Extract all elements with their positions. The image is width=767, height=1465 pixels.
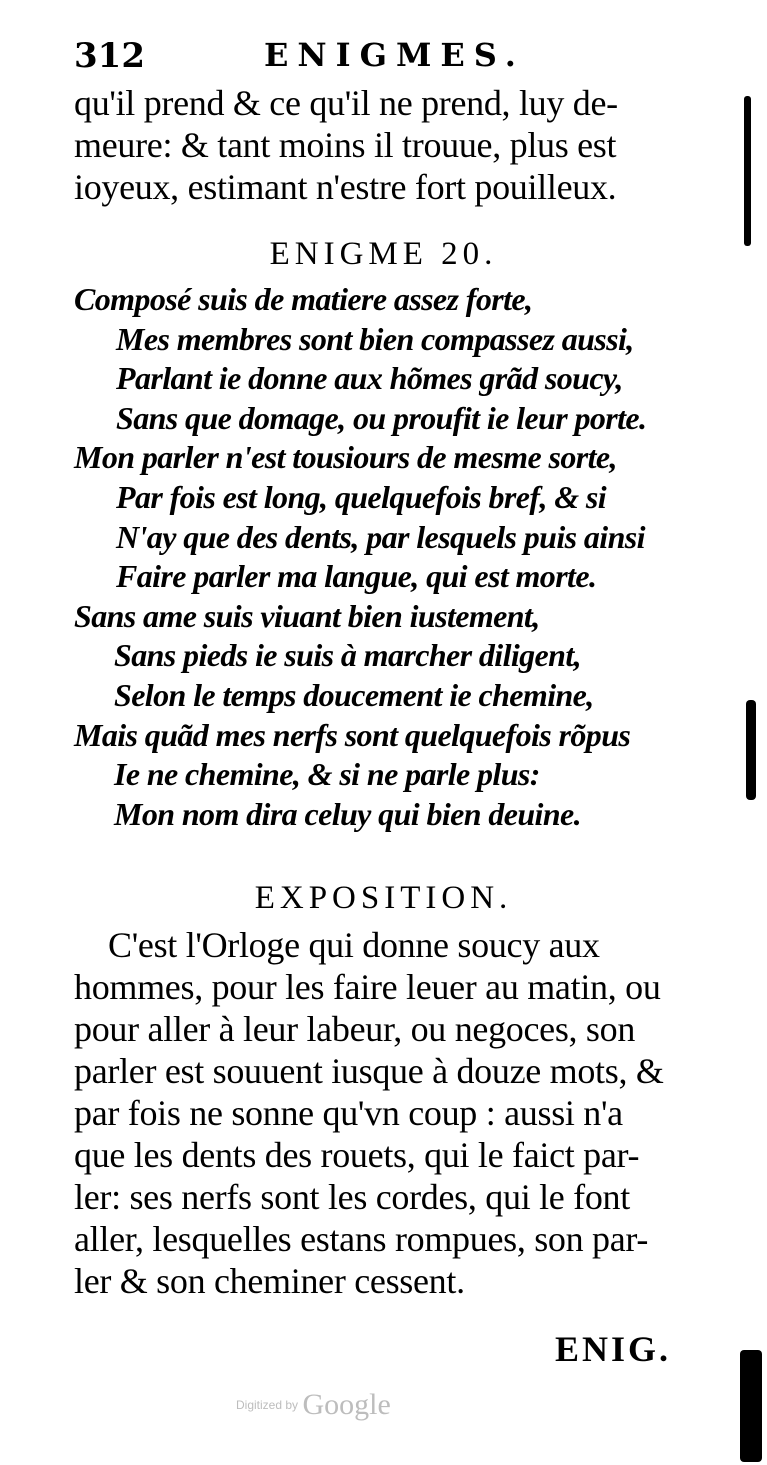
verse-line: Mais quãd mes nerfs sont quelquefois rõpus	[74, 716, 631, 753]
running-header	[74, 36, 674, 86]
verse-line: Par fois est long, quelquefois bref, & si	[116, 478, 607, 515]
digitized-prefix: Digitized by	[236, 1398, 299, 1412]
verse-line: Mon parler n'est tousiours de mesme sorte,	[74, 439, 617, 476]
digitized-watermark	[236, 1388, 391, 1422]
intro-line: meure: & tant moins il trouue, plus est	[74, 125, 617, 165]
verse-line: Sans que domage, ou proufit ie leur porte.	[116, 399, 647, 436]
google-logo: Google	[302, 1388, 391, 1421]
verse-line: N'ay que des dents, par lesquels puis ainsi	[116, 518, 645, 555]
verse-line: Sans ame suis viuant bien iustement,	[74, 597, 540, 634]
verse-line: Selon le temps doucement ie chemine,	[114, 676, 594, 713]
exposition-line: C'est l'Orloge qui donne soucy aux	[108, 925, 600, 965]
exposition-line: par fois ne sonne qu'vn coup : aussi n'a	[74, 1093, 623, 1133]
verse-block	[74, 280, 714, 834]
page-number: 312	[74, 36, 145, 76]
exposition-paragraph	[74, 924, 684, 1302]
exposition-line: que les dents des rouets, qui le faict par-	[74, 1135, 640, 1175]
verse-line: Mes membres sont bien compassez aussi,	[116, 320, 634, 357]
running-title: ENIGMES.	[264, 36, 525, 74]
intro-paragraph	[74, 82, 684, 208]
intro-line: qu'il prend & ce qu'il ne prend, luy de-	[74, 83, 618, 123]
exposition-line: aller, lesquelles estans rompues, son par-	[74, 1219, 649, 1259]
verse-line: Ie ne chemine, & si ne parle plus:	[114, 756, 540, 793]
scan-mark	[740, 1350, 762, 1462]
exposition-line: ler & son cheminer cessent.	[74, 1261, 465, 1301]
scan-mark	[744, 96, 751, 246]
intro-line: ioyeux, estimant n'estre fort pouilleux.	[74, 167, 617, 207]
catchword: ENIG.	[554, 1329, 671, 1369]
verse-line: Mon nom dira celuy qui bien deuine.	[114, 795, 582, 832]
enigma-heading: ENIGME 20.	[269, 236, 498, 272]
exposition-line: ler: ses nerfs sont les cordes, qui le font	[74, 1177, 630, 1217]
exposition-heading: EXPOSITION.	[254, 880, 513, 916]
exposition-line: hommes, pour les faire leuer au matin, ou	[74, 967, 661, 1007]
exposition-line: parler est souuent iusque à douze mots, &	[74, 1051, 664, 1091]
scan-mark	[746, 700, 756, 800]
exposition-line: pour aller à leur labeur, ou negoces, son	[74, 1009, 636, 1049]
verse-line: Faire parler ma langue, qui est morte.	[116, 558, 597, 595]
verse-line: Sans pieds ie suis à marcher diligent,	[114, 637, 582, 674]
verse-line: Composé suis de matiere assez forte,	[74, 281, 533, 317]
verse-line: Parlant ie donne aux hõmes grãd soucy,	[116, 360, 623, 397]
